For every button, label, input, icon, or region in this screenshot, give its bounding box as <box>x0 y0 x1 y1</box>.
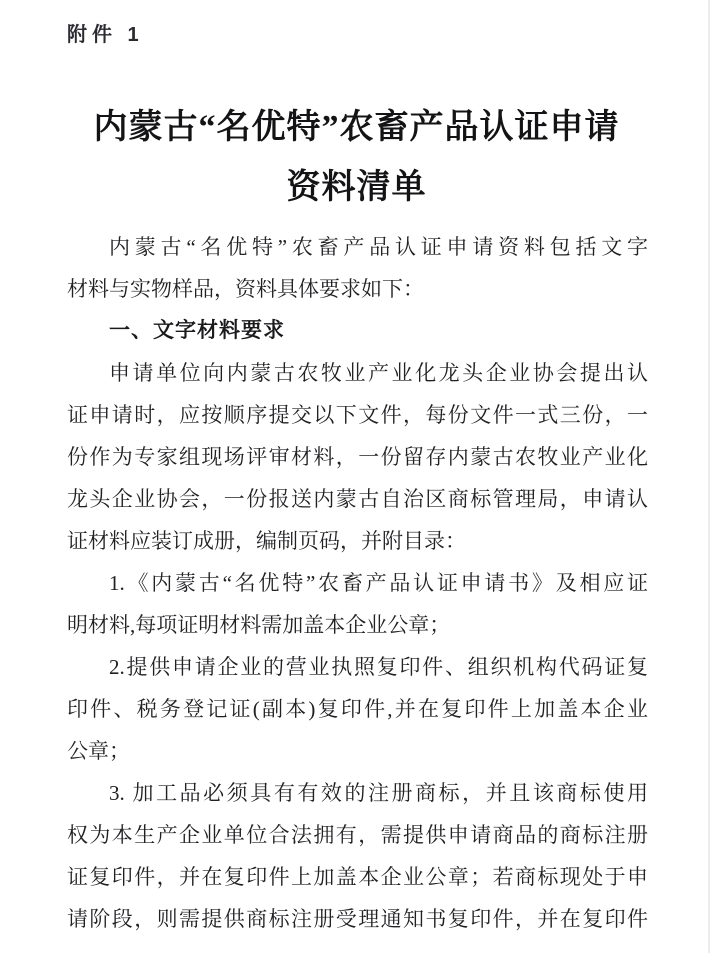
text-line: 1.《内蒙古“名优特”农畜产品认证申请书》及相应证 <box>109 571 648 595</box>
document-title <box>0 98 713 218</box>
title-line-2: 资料清单 <box>286 169 427 206</box>
document-body <box>67 226 648 940</box>
annex-label: 附件 1 <box>67 24 144 46</box>
text-line: 龙头企业协会，一份报送内蒙古自治区商标管理局，申请认 <box>67 487 648 511</box>
text-line: 请阶段，则需提供商标注册受理通知书复印件，并在复印件 <box>67 907 648 931</box>
text-line: 公章； <box>67 739 130 763</box>
title-line-1: 内蒙古“名优特”农畜产品认证申请 <box>93 109 620 146</box>
text-line: 证复印件，并在复印件上加盖本企业公章；若商标现处于申 <box>67 865 648 889</box>
text-line: 印件、税务登记证(副本)复印件,并在复印件上加盖本企业 <box>67 697 648 721</box>
text-line: 份作为专家组现场评审材料，一份留存内蒙古农牧业产业化 <box>67 445 648 469</box>
text-line: 证材料应装订成册，编制页码，并附目录： <box>67 529 466 553</box>
text-line: 明材料,每项证明材料需加盖本企业公章； <box>67 613 451 637</box>
section-heading: 一、文字材料要求 <box>109 319 285 342</box>
text-line: 申请单位向内蒙古农牧业产业化龙头企业协会提出认 <box>109 361 648 385</box>
text-line: 2.提供申请企业的营业执照复印件、组织机构代码证复 <box>109 655 648 679</box>
text-line: 证申请时，应按顺序提交以下文件，每份文件一式三份，一 <box>67 403 648 427</box>
text-line: 3. 加工品必须具有有效的注册商标，并且该商标使用 <box>109 781 648 805</box>
text-line: 权为本生产企业单位合法拥有，需提供申请商品的商标注册 <box>67 823 648 847</box>
text-line: 材料与实物样品，资料具体要求如下： <box>67 277 424 301</box>
scan-edge-artifact <box>708 0 710 953</box>
text-line: 内蒙古“名优特”农畜产品认证申请资料包括文字 <box>109 235 648 259</box>
